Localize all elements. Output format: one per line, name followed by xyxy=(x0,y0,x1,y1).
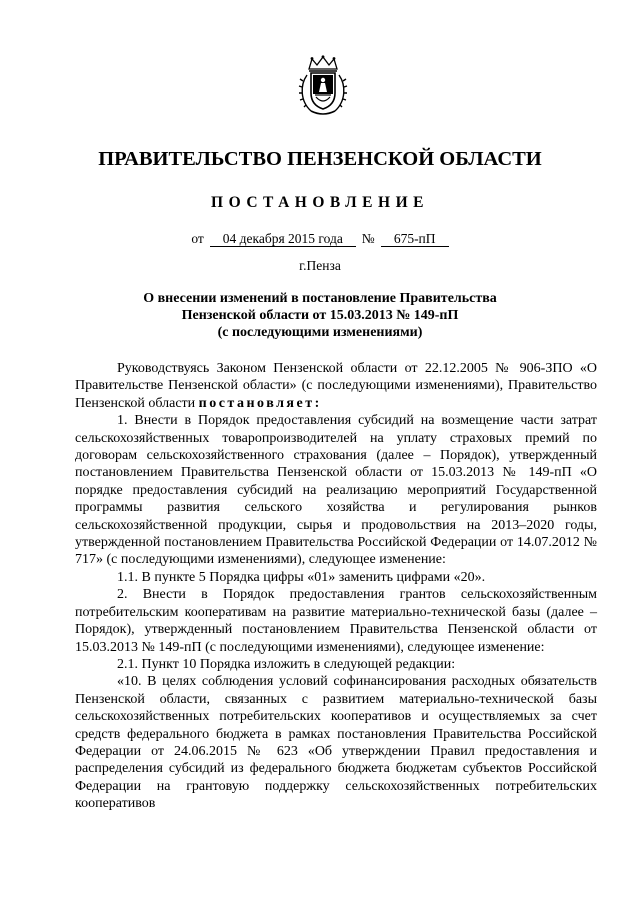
document-body xyxy=(75,360,597,813)
paragraph-2-1: 2.1. Пункт 10 Порядка изложить в следующей редакции: xyxy=(117,656,456,672)
paragraph-2: 2. Внести в Порядок предоставления грантов сельскохозяйственным потребительским кооперативам на развитие материально-технической базы (далее – Порядок), утвержденный постановлением Правительства Пензенской области от 15.03.2013 № 149-пП (с последующими изменениями), следующее изменение: xyxy=(75,587,597,655)
coat-of-arms-icon xyxy=(298,55,348,117)
paragraph-point-10: «10. В целях соблюдения условий софинансирования расходных обязательств Пензенской области, связанных с развитием материально-технической базы сельскохозяйственных потребительских кооперативов и осуществляемых за счет средств федерального бюджета в рамках постановления Правительства Российской Федерации от 24.06.2015 № 623 «Об утверждении Правил предоставления и распределения субсидий из федерального бюджета бюджетам субъектов Российской Федерации на грантовую поддержку сельскохозяйственных потребительских кооперативов xyxy=(75,674,597,812)
subject-line-3: (с последующими изменениями) xyxy=(217,325,423,340)
subject-line-2: Пензенской области от 15.03.2013 № 149-пП xyxy=(181,308,459,323)
city: г.Пенза xyxy=(299,258,341,273)
paragraph-1-1: 1.1. В пункте 5 Порядка цифры «01» заменить цифрами «20». xyxy=(117,569,486,585)
document-date: 04 декабря 2015 года xyxy=(210,231,356,247)
date-prefix: от xyxy=(191,231,204,246)
number-sign: № xyxy=(361,231,375,246)
subject-line-1: О внесении изменений в постановление Правительства xyxy=(143,291,497,306)
paragraph-1: 1. Внести в Порядок предоставления субсидий на возмещение части затрат сельскохозяйственных товаропроизводителей на уплату страховых премий по договорам сельскохозяйственного страхования (далее – Порядок), утвержденный постановлением Правительства Пензенской области от 15.03.2013 № 149-пП «О порядке предоставления субсидий на реализацию мероприятий Государственной программы развития сельского хозяйства и регулирования рынков сельскохозяйственной продукции, сырья и продовольствия на 2013–2020 годы, утвержденной постановлением Правительства Российской Федерации от 14.07.2012 № 717» (с последующими изменениями), следующее изменение: xyxy=(75,413,597,568)
document-subject xyxy=(100,290,540,341)
preamble-text: Руководствуясь Законом Пензенской области от 22.12.2005 № 906-ЗПО «О Правительстве Пензенской области» (с последующими изменениями), Правительство Пензенской области xyxy=(75,361,597,411)
date-number-line xyxy=(0,231,640,247)
resolves-word: постановляет: xyxy=(198,395,322,411)
government-title: ПРАВИТЕЛЬСТВО ПЕНЗЕНСКОЙ ОБЛАСТИ xyxy=(98,148,542,170)
document-type: ПОСТАНОВЛЕНИЕ xyxy=(211,194,429,211)
paragraph-preamble xyxy=(75,360,597,412)
document-number: 675-пП xyxy=(381,231,449,247)
